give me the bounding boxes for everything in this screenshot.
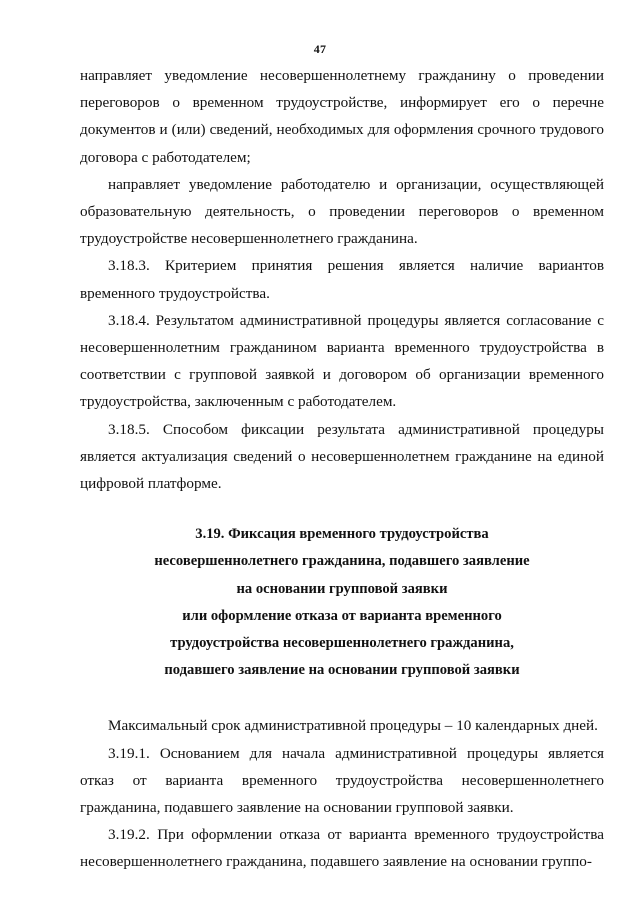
heading-line: или оформление отказа от варианта временного <box>182 607 502 624</box>
paragraph-3-18-5: 3.18.5. Способом фиксации результата административной процедуры является актуализация сведений о несовершеннолетнем гражданине на единой цифровой платформе. <box>80 420 604 493</box>
paragraph-max-term: Максимальный срок административной процедуры – 10 календарных дней. <box>108 717 598 735</box>
paragraph-3-19-1: 3.19.1. Основанием для начала административной процедуры является отказ от варианта временного трудоустройства несовершеннолетнего гражданина, подавшего заявление на основании групповой заявки. <box>80 744 604 817</box>
heading-line: на основании групповой заявки <box>236 580 448 597</box>
paragraph-notify-minor: направляет уведомление несовершеннолетнему гражданину о проведении переговоров о временном трудоустройстве, информирует его о перечне документов и (или) сведений, необходимых для оформления срочного трудового договора с работодателем; <box>80 67 604 166</box>
heading-line: подавшего заявление на основании групповой заявки <box>164 662 520 679</box>
heading-line: 3.19. Фиксация временного трудоустройства <box>195 526 489 543</box>
document-body <box>80 62 604 876</box>
paragraph-notify-employer: направляет уведомление работодателю и организации, осуществляющей образовательную деятельность, о проведении переговоров о временном трудоустройстве несовершеннолетнего гражданина. <box>80 175 604 248</box>
section-heading-3-19 <box>80 521 604 684</box>
heading-line: несовершеннолетнего гражданина, подавшего заявление <box>154 553 530 570</box>
paragraph-3-18-3: 3.18.3. Критерием принятия решения является наличие вариантов временного трудоустройства. <box>80 257 604 302</box>
page-number: 47 <box>313 42 327 56</box>
paragraph-3-19-2: 3.19.2. При оформлении отказа от варианта временного трудоустройства несовершеннолетнего гражданина, подавшего заявление на основании группо- <box>80 826 604 871</box>
paragraph-3-18-4: 3.18.4. Результатом административной процедуры является согласование с несовершеннолетним гражданином варианта временного трудоустройства в соответствии с групповой заявкой и договором об организации временного трудоустройства, заключенным с работодателем. <box>80 311 604 411</box>
heading-line: трудоустройства несовершеннолетнего гражданина, <box>170 635 514 652</box>
